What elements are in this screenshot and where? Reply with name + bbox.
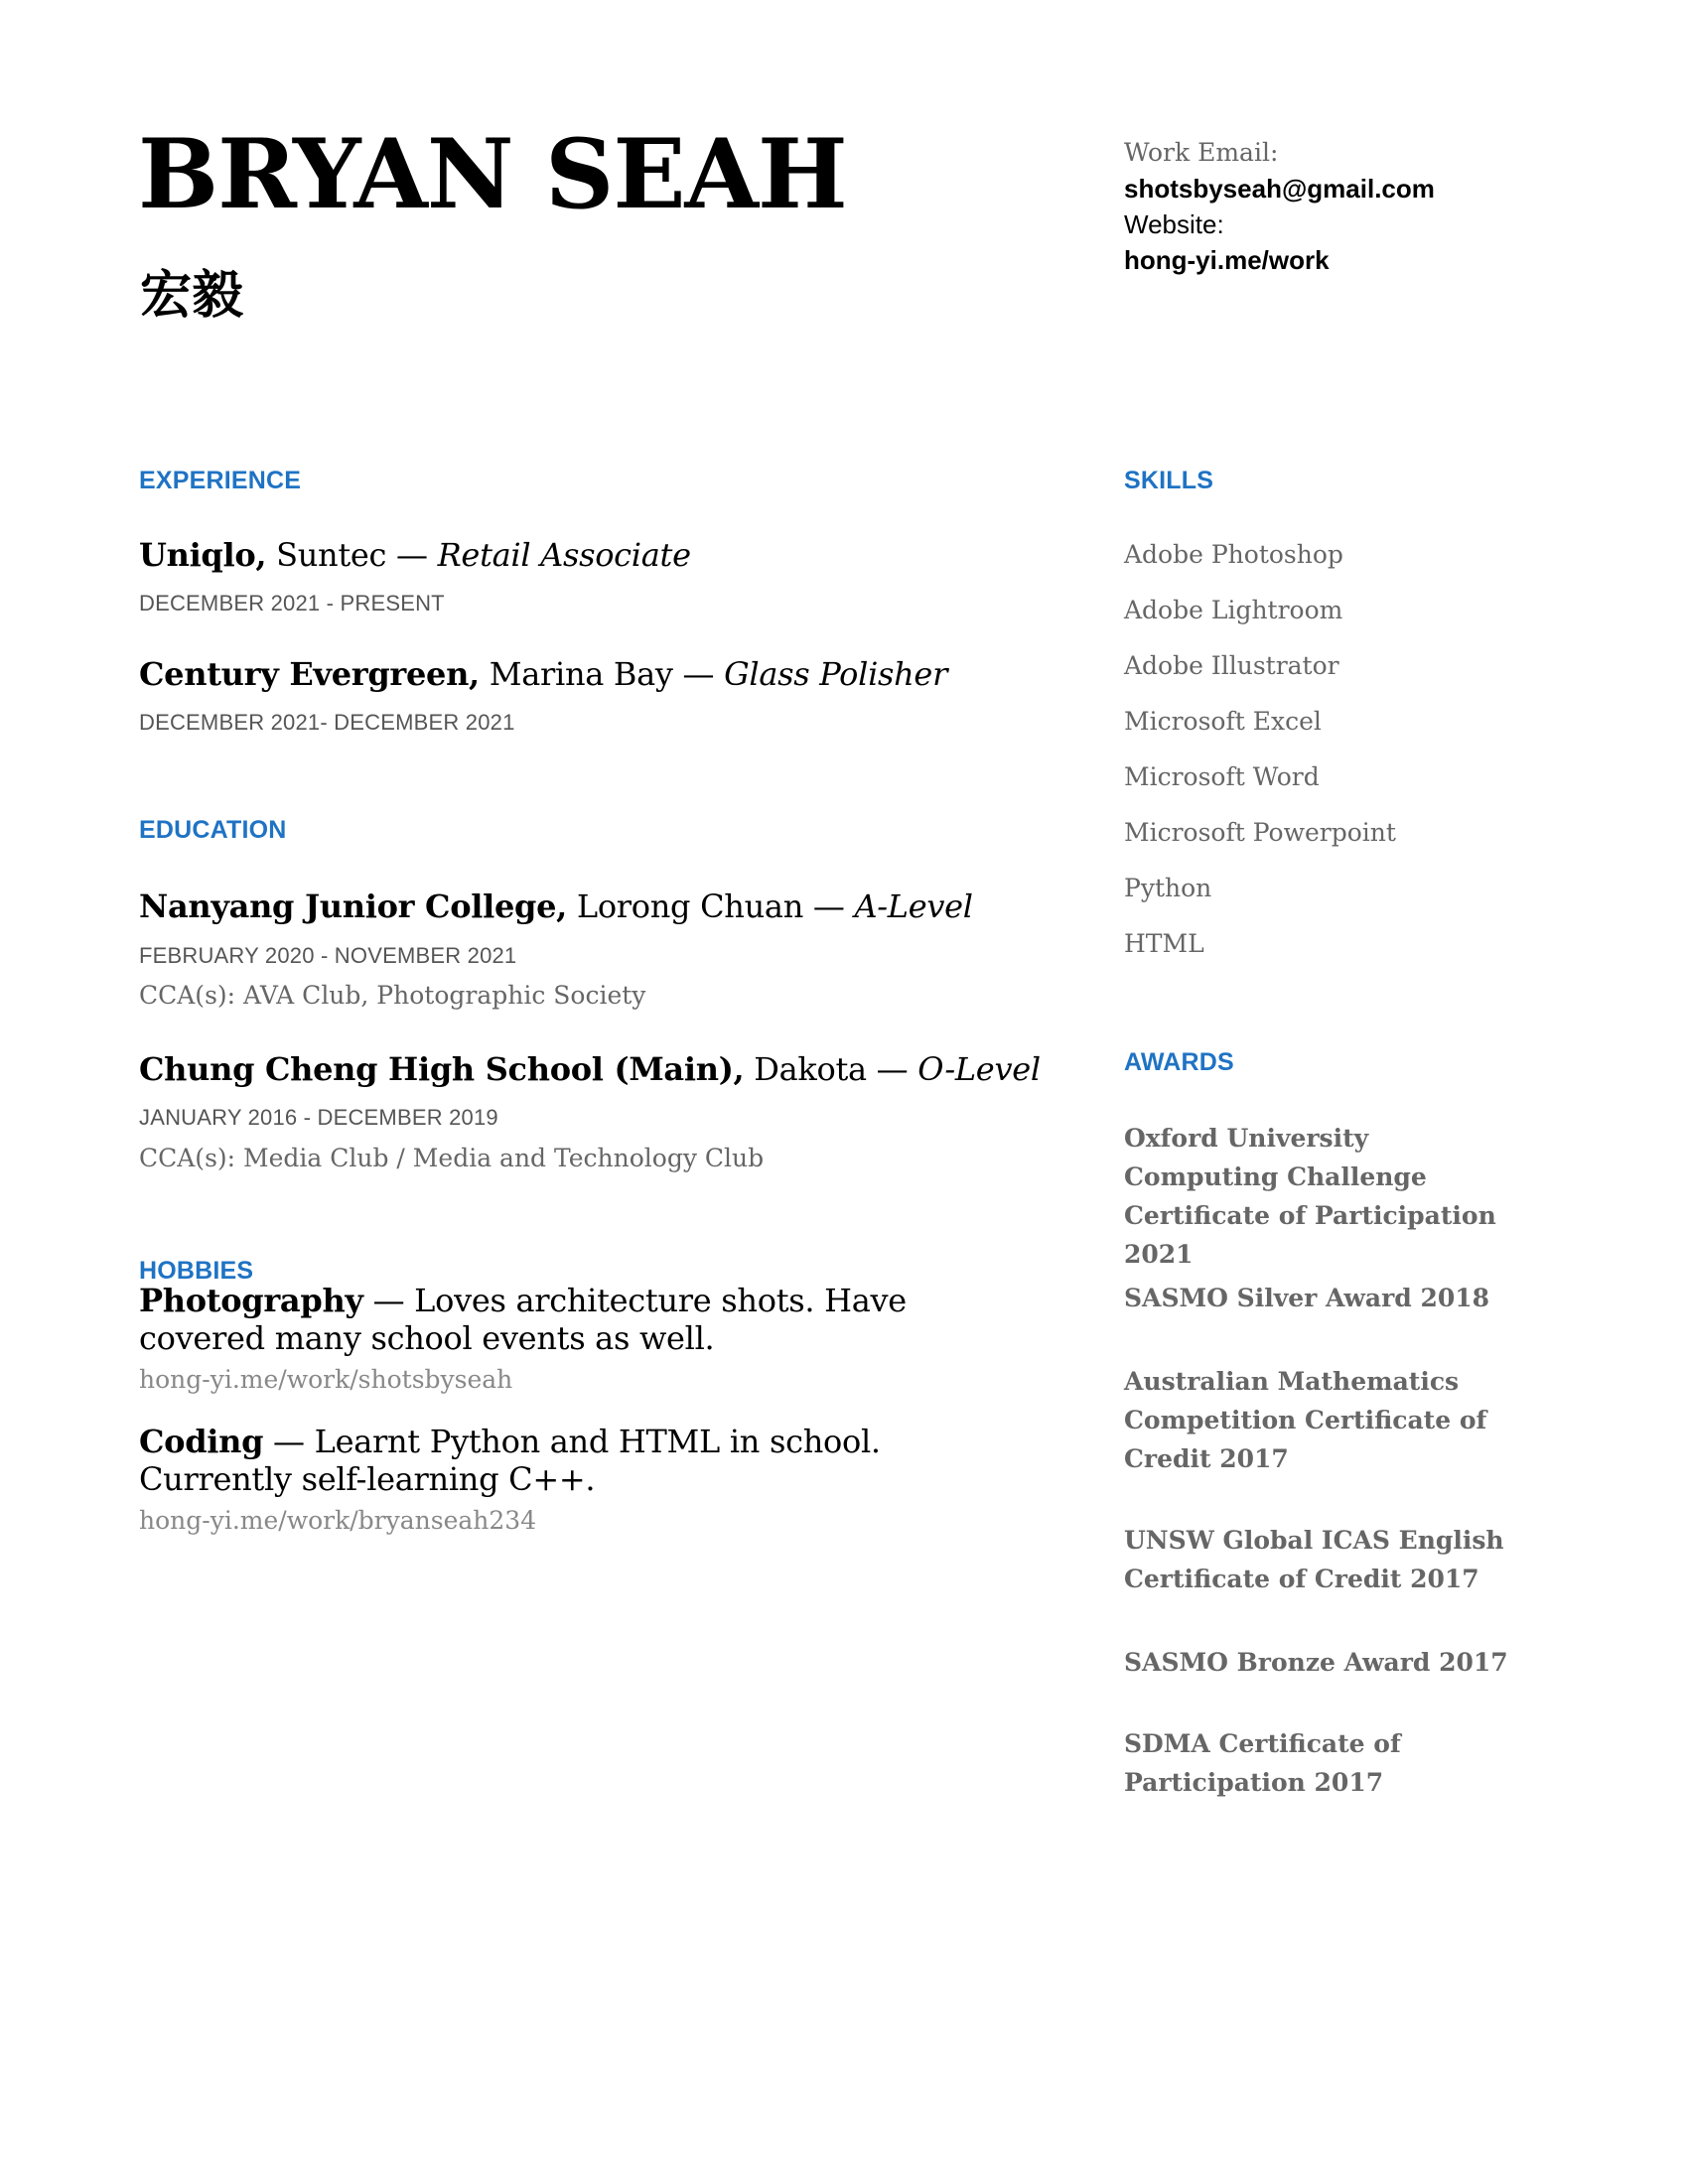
experience-role: Glass Polisher bbox=[724, 655, 948, 693]
education-cca: CCA(s): Media Club / Media and Technology Club bbox=[139, 1144, 765, 1172]
skill-item: Microsoft Word bbox=[1124, 762, 1320, 791]
education-level: A-Level bbox=[854, 887, 973, 925]
education-heading: EDUCATION bbox=[139, 816, 287, 844]
award-item: Australian Mathematics Competition Certificate of Credit 2017 bbox=[1124, 1367, 1487, 1473]
skill-item: Adobe Illustrator bbox=[1124, 651, 1339, 680]
education-dates: JANUARY 2016 - DECEMBER 2019 bbox=[139, 1105, 498, 1130]
skills-heading: SKILLS bbox=[1124, 467, 1214, 494]
work-email-link[interactable]: shotsbyseah@gmail.com bbox=[1124, 174, 1435, 204]
hobby-description: — Loves architecture shots. Have covered many school events as well. bbox=[139, 1282, 907, 1357]
skill-item: Microsoft Excel bbox=[1124, 707, 1322, 736]
award-item: SDMA Certificate of Participation 2017 bbox=[1124, 1729, 1401, 1797]
experience-item-century-evergreen bbox=[139, 655, 1013, 693]
award-item: SASMO Bronze Award 2017 bbox=[1124, 1648, 1508, 1677]
hobby-description: — Learnt Python and HTML in school. Currently self-learning C++. bbox=[139, 1423, 881, 1498]
experience-location: Marina Bay — bbox=[479, 655, 725, 693]
skill-item: Microsoft Powerpoint bbox=[1124, 818, 1396, 847]
education-location: Dakota — bbox=[744, 1050, 918, 1088]
hobby-item-coding bbox=[139, 1423, 1003, 1498]
hobby-name: Coding bbox=[139, 1423, 264, 1460]
education-dates: FEBRUARY 2020 - NOVEMBER 2021 bbox=[139, 943, 517, 968]
experience-location: Suntec — bbox=[266, 536, 438, 574]
hobby-name: Photography bbox=[139, 1282, 363, 1319]
experience-company: Uniqlo, bbox=[139, 536, 267, 574]
award-item: UNSW Global ICAS English Certificate of Credit 2017 bbox=[1124, 1526, 1504, 1593]
skill-item: Adobe Lightroom bbox=[1124, 596, 1343, 624]
experience-role: Retail Associate bbox=[437, 536, 691, 574]
awards-heading: AWARDS bbox=[1124, 1048, 1234, 1076]
education-level: O-Level bbox=[917, 1050, 1041, 1088]
education-school: Chung Cheng High School (Main), bbox=[139, 1050, 745, 1088]
candidate-name: BRYAN SEAH bbox=[138, 118, 847, 230]
award-item: Oxford University Computing Challenge Certificate of Participation 2021 bbox=[1124, 1124, 1496, 1269]
education-cca: CCA(s): AVA Club, Photographic Society bbox=[139, 981, 646, 1010]
hobbies-heading: HOBBIES bbox=[139, 1257, 254, 1285]
experience-dates: DECEMBER 2021 - PRESENT bbox=[139, 591, 445, 615]
hobby-item-photography bbox=[139, 1282, 1003, 1357]
experience-company: Century Evergreen, bbox=[139, 655, 480, 693]
website-link[interactable]: hong-yi.me/work bbox=[1124, 245, 1330, 275]
education-location: Lorong Chuan — bbox=[567, 887, 855, 925]
hobby-link-photography[interactable]: hong-yi.me/work/shotsbyseah bbox=[139, 1365, 513, 1394]
website-label: Website: bbox=[1124, 209, 1224, 239]
education-school: Nanyang Junior College, bbox=[139, 887, 567, 925]
education-item-nanyang bbox=[139, 887, 1013, 925]
experience-heading: EXPERIENCE bbox=[139, 467, 302, 494]
hobby-link-coding[interactable]: hong-yi.me/work/bryanseah234 bbox=[139, 1506, 537, 1535]
work-email-label: Work Email: bbox=[1124, 138, 1279, 167]
skill-item: HTML bbox=[1124, 929, 1204, 958]
education-item-chung-cheng bbox=[139, 1050, 1041, 1088]
contact-block bbox=[1124, 135, 1435, 278]
skill-item: Adobe Photoshop bbox=[1124, 540, 1343, 569]
experience-dates: DECEMBER 2021- DECEMBER 2021 bbox=[139, 710, 515, 735]
skill-item: Python bbox=[1124, 874, 1212, 902]
experience-item-uniqlo bbox=[139, 536, 1013, 574]
award-item: SASMO Silver Award 2018 bbox=[1124, 1284, 1490, 1312]
candidate-name-chinese: 宏毅 bbox=[140, 266, 244, 326]
